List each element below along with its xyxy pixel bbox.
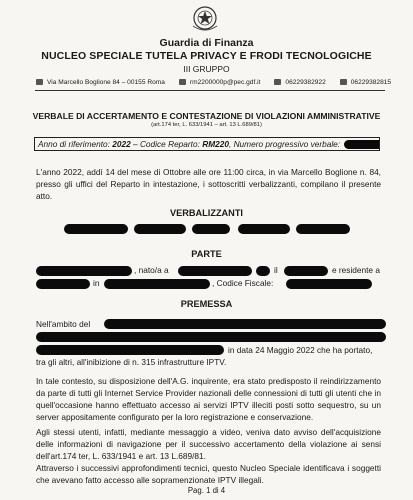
unit-name: NUCLEO SPECIALE TUTELA PRIVACY E FRODI TECNOLOGICHE [41, 50, 372, 62]
redaction [238, 224, 290, 234]
resident-label: e residente a [332, 265, 380, 275]
heading-parte: PARTE [191, 249, 222, 259]
phone-icon [274, 79, 281, 85]
redaction [178, 266, 252, 276]
heading-premessa: PREMESSA [180, 299, 233, 309]
emblem-icon [188, 4, 222, 34]
premessa-start: Nell'ambito del [36, 319, 91, 329]
document-title: VERBALE DI ACCERTAMENTO E CONTESTAZIONE DI VIOLAZIONI AMMINISTRATIVE [32, 111, 381, 121]
redaction [64, 224, 128, 234]
page-number: Pag. 1 di 4 [187, 486, 226, 495]
reference-year: 2022 [112, 139, 131, 149]
email-text: rm2200000p@pec.gdf.it [189, 78, 261, 86]
address-text: Via Marcello Boglione 84 – 00155 Roma [47, 78, 165, 86]
redaction [192, 224, 230, 234]
contact-line [36, 76, 393, 88]
redaction [104, 319, 386, 329]
redaction [296, 224, 350, 234]
redaction [256, 266, 270, 276]
legal-reference: (art.174 ter, L. 633/1941 – art. 13 L.689/81) [151, 122, 262, 128]
redaction [344, 140, 380, 149]
born-label: , nato/a a [134, 265, 169, 275]
header-divider [35, 90, 385, 91]
redaction [36, 266, 132, 276]
location-icon [36, 79, 43, 85]
heading-verbalizzanti: VERBALIZZANTI [170, 208, 243, 218]
redaction [284, 266, 328, 276]
premessa-continuation: tra gli altri, all'inibizione di n. 315 infrastrutture IPTV. [36, 357, 227, 367]
fax-text: 06229382815 [350, 78, 392, 86]
email-icon [179, 79, 186, 85]
phone-text: 06229382922 [285, 78, 326, 86]
paragraph-users: Agli stessi utenti, infatti, mediante messaggio a video, veniva dato avviso dell'acquisizione delle informazioni di navigazione per il successivo accertamento della violazione ai sensi dell'art.174 ter, L. 633/1941 e art. 13 L.689/81. [36, 427, 381, 461]
intro-paragraph: L'anno 2022, addì 14 del mese di Ottobre alle ore 11:00 circa, in via Marcello Boglione n. 84, presso gli uffici del Reparto in intestazione, i sottoscritti verbalizzanti, compilano il presente atto. [36, 167, 381, 201]
group-name: III GRUPPO [183, 64, 230, 74]
redaction [36, 345, 224, 355]
fax-icon [340, 79, 347, 85]
paragraph-context: In tale contesto, su disposizione dell'A.G. inquirente, era stato predisposto il reindirizzamento da parte di tutti gli Internet Service Provider nazionali delle connessioni di tutti gli utenti che in quell'occasione hanno effettuato accesso ai servizi IPTV illeciti posti sotto sequestro, su un server appositamente configurato per la loro registrazione e conservazione. [36, 376, 381, 422]
premessa-date: in data 24 Maggio 2022 che ha portato, [228, 345, 373, 355]
reference-label: Anno di riferimento: [38, 139, 113, 149]
date-label: il [274, 265, 278, 275]
paragraph-identification: Attraverso i successivi approfondimenti tecnici, questo Nucleo Speciale identificava i soggetti che avevano fatto accesso alle sopramenzionate IPTV illegali. [36, 463, 381, 485]
redaction [36, 279, 90, 289]
redaction [104, 279, 210, 289]
org-name: Guardia di Finanza [159, 37, 254, 49]
reference-code: RM220 [202, 139, 229, 149]
reference-post: , Numero progressivo verbale: [228, 139, 341, 149]
fiscal-code-label: , Codice Fiscale: [212, 278, 274, 288]
redaction [134, 224, 186, 234]
reference-box [34, 137, 380, 151]
in-label: in [93, 278, 100, 288]
reference-mid: – Codice Reparto: [130, 139, 203, 149]
redaction [286, 279, 372, 289]
redaction [36, 332, 386, 342]
